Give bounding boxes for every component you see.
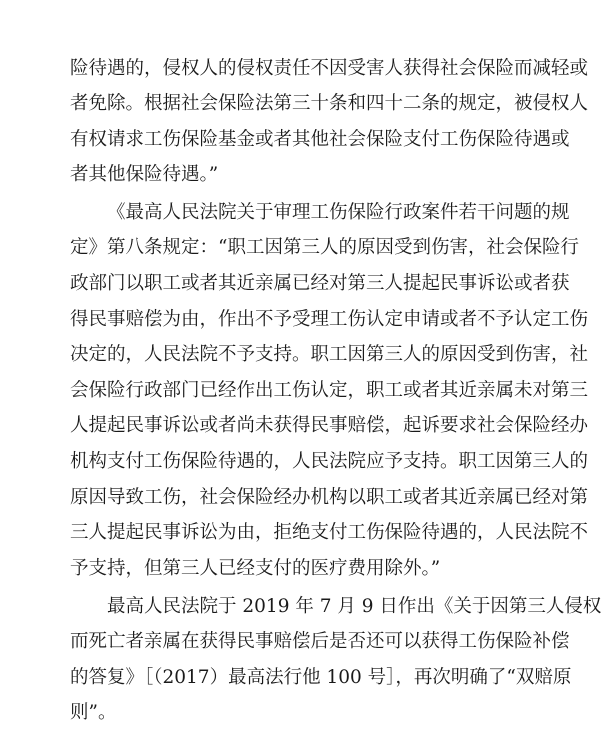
text-line: 者免除。根据社会保险法第三十条和四十二条的规定，被侵权人 xyxy=(70,93,589,114)
text-line: 原因导致工伤，社会保险经办机构以职工或者其近亲属已经对第 xyxy=(70,487,589,508)
text-line: 机构支付工伤保险待遇的，人民法院应予支持。职工因第三人的 xyxy=(70,451,589,472)
text-line: 三人提起民事诉讼为由，拒绝支付工伤保险待遇的，人民法院不 xyxy=(70,522,589,543)
text-line: 会保险行政部门已经作出工伤认定，职工或者其近亲属未对第三 xyxy=(70,380,589,401)
text-line: 予支持，但第三人已经支付的医疗费用除外。” xyxy=(70,558,441,579)
text-line: 决定的，人民法院不予支持。职工因第三人的原因受到伤害，社 xyxy=(70,344,589,365)
text-line: 人提起民事诉讼或者尚未获得民事赔偿，起诉要求社会保险经办 xyxy=(70,415,589,436)
text-line: 的答复》［（2017）最高法行他 100 号］，再次明确了“双赔原 xyxy=(70,667,572,688)
text-line: 最高人民法院于 2019 年 7 月 9 日作出《关于因第三人侵权 xyxy=(107,596,602,617)
text-line: 政部门以职工或者其近亲属已经对第三人提起民事诉讼或者获 xyxy=(70,273,570,294)
text-line: 定》第八条规定：“职工因第三人的原因受到伤害，社会保险行 xyxy=(70,237,579,258)
text-line: 得民事赔偿为由，作出不予受理工伤认定申请或者不予认定工伤 xyxy=(70,309,589,330)
text-line: 则”。 xyxy=(70,702,117,723)
text-line: 而死亡者亲属在获得民事赔偿后是否还可以获得工伤保险补偿 xyxy=(70,631,570,652)
text-line: 险待遇的，侵权人的侵权责任不因受害人获得社会保险而减轻或 xyxy=(70,58,589,79)
text-line: 者其他保险待遇。” xyxy=(70,164,219,185)
text-line: 有权请求工伤保险基金或者其他社会保险支付工伤保险待遇或 xyxy=(70,129,570,150)
text-line: 《最高人民法院关于审理工伤保险行政案件若干问题的规 xyxy=(107,202,570,223)
